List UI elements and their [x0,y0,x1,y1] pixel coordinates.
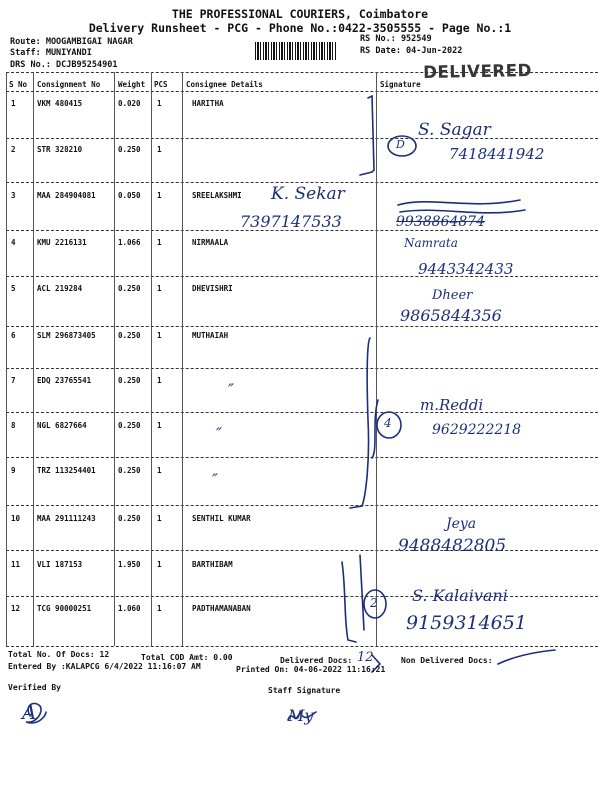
rs-number-field: RS No.: 952549 [360,34,432,44]
printed-on: Printed On: 04-06-2022 11:16:21 [236,665,386,674]
handwritten-name: Namrata [404,236,458,250]
strike-stroke [398,200,520,205]
cell-consignment: MAA 291111243 [37,514,96,523]
verified-by-label: Verified By [8,683,61,692]
cell-pcs: 1 [157,421,162,430]
handwritten-mark: 2 [370,596,378,610]
handwritten-phone: 9159314651 [406,612,527,634]
non-delivered-docs: Non Delivered Docs: [401,656,493,665]
cell-sno: 12 [11,604,21,613]
cell-sno: 8 [11,421,16,430]
cell-sno: 1 [11,99,16,108]
cell-consignment: VKM 480415 [37,99,83,108]
cell-sno: 4 [11,238,16,247]
cell-weight: 0.250 [118,284,141,293]
document-title: THE PROFESSIONAL COURIERS, Coimbatore [171,7,429,21]
handwritten-phone: 9443342433 [418,260,514,278]
cell-pcs: 1 [157,145,162,154]
cell-pcs: 1 [157,376,162,385]
cell-consignee: SENTHIL KUMAR [192,514,251,523]
cell-consignment: TRZ 113254401 [37,466,96,475]
cell-consignee: DHEVISHRI [192,284,233,293]
cell-pcs: 1 [157,191,162,200]
cell-pcs: 1 [157,604,162,613]
cell-consignee: SREELAKSHMI [192,191,242,200]
total-cod: Total COD Amt: 0.00 [141,653,233,662]
handwritten-phone: 7397147533 [240,212,342,231]
column-header-consignment: Consignment No [37,80,101,89]
handwritten-phone: 9865844356 [400,306,502,325]
total-docs: Total No. Of Docs: 12 [8,650,110,659]
handwritten-name: S. Sagar [418,120,491,140]
ditto-mark: ″ [216,424,222,443]
cell-consignment: STR 328210 [37,145,83,154]
footer-stroke [498,650,555,664]
route-field: Route: MOOGAMBIGAI NAGAR [10,37,133,47]
cell-pcs: 1 [157,466,162,475]
strike-stroke [400,210,525,213]
cell-weight: 0.250 [118,331,141,340]
cell-weight: 0.050 [118,191,141,200]
cell-sno: 6 [11,331,16,340]
handwritten-name: S. Kalaivani [412,586,508,605]
cell-consignment: TCG 90000251 [37,604,92,613]
cell-pcs: 1 [157,514,162,523]
cell-consignment: KMU 2216131 [37,238,87,247]
handwritten-phone: 9488482805 [398,536,507,556]
cell-weight: 0.250 [118,466,141,475]
cell-consignment: ACL 219284 [37,284,83,293]
cell-sno: 5 [11,284,16,293]
handwritten-mark: D [396,138,405,151]
cell-weight: 1.060 [118,604,141,613]
drs-field: DRS No.: DCJB95254901 [10,60,118,70]
column-header-sno: S No [9,80,28,89]
cell-consignment: NGL 6827664 [37,421,87,430]
verified-signature: A [22,700,37,724]
handwritten-name: K. Sekar [271,184,345,204]
ditto-mark: ″ [228,380,234,399]
cell-consignee: MUTHAIAH [192,331,229,340]
delivered-docs: Delivered Docs: [280,656,353,665]
handwritten-phone: 7418441942 [449,145,545,163]
column-header-pcs: PCS [154,80,168,89]
cell-weight: 0.250 [118,145,141,154]
cell-pcs: 1 [157,560,162,569]
document-subtitle: Delivery Runsheet - PCG - Phone No.:0422-3505555 - Page No.:1 [88,21,512,35]
cell-weight: 1.066 [118,238,141,247]
cell-pcs: 1 [157,284,162,293]
bracket-stroke [342,562,356,642]
handwritten-name: Jeya [446,516,477,532]
delivered-count: 12 [357,650,374,665]
cell-consignment: SLM 296873405 [37,331,96,340]
delivered-stamp: DELIVERED [422,61,533,83]
cell-consignment: EDQ 23765541 [37,376,92,385]
cell-sno: 10 [11,514,21,523]
handwritten-phone: 9629222218 [432,422,522,438]
cell-consignee: BARTHIBAM [192,560,233,569]
column-header-consignee: Consignee Details [186,80,263,89]
bracket-stroke [350,338,370,508]
staff-signature-label: Staff Signature [268,686,341,695]
handwritten-name: Dheer [432,288,473,303]
cell-consignee: PADTHAMANABAN [192,604,251,613]
cell-pcs: 1 [157,99,162,108]
cell-sno: 3 [11,191,16,200]
cell-sno: 7 [11,376,16,385]
cell-pcs: 1 [157,331,162,340]
cell-consignment: MAA 284904081 [37,191,96,200]
cell-weight: 0.250 [118,421,141,430]
cell-consignee: HARITHA [192,99,224,108]
ditto-mark: ″ [212,470,218,489]
cell-consignment: VLI 187153 [37,560,83,569]
staff-field: Staff: MUNIYANDI [10,48,92,58]
cell-sno: 9 [11,466,16,475]
cell-pcs: 1 [157,238,162,247]
bracket-stroke [360,555,364,630]
cell-weight: 0.020 [118,99,141,108]
cell-weight: 0.250 [118,376,141,385]
rs-date-field: RS Date: 04-Jun-2022 [360,46,463,56]
staff-signature: My [288,706,314,725]
handwritten-name: m.Reddi [420,396,484,414]
handwritten-phone-struck: 9938864874 [396,214,486,230]
handwritten-mark: 4 [384,416,392,430]
cell-consignee: NIRMAALA [192,238,229,247]
column-header-weight: Weight [118,80,146,89]
bracket-stroke [360,96,374,175]
cell-weight: 0.250 [118,514,141,523]
cell-sno: 11 [11,560,21,569]
cell-sno: 2 [11,145,16,154]
cell-weight: 1.950 [118,560,141,569]
entered-by: Entered By :KALAPCG 6/4/2022 11:16:07 AM [8,662,201,671]
column-header-signature: Signature [380,80,421,89]
